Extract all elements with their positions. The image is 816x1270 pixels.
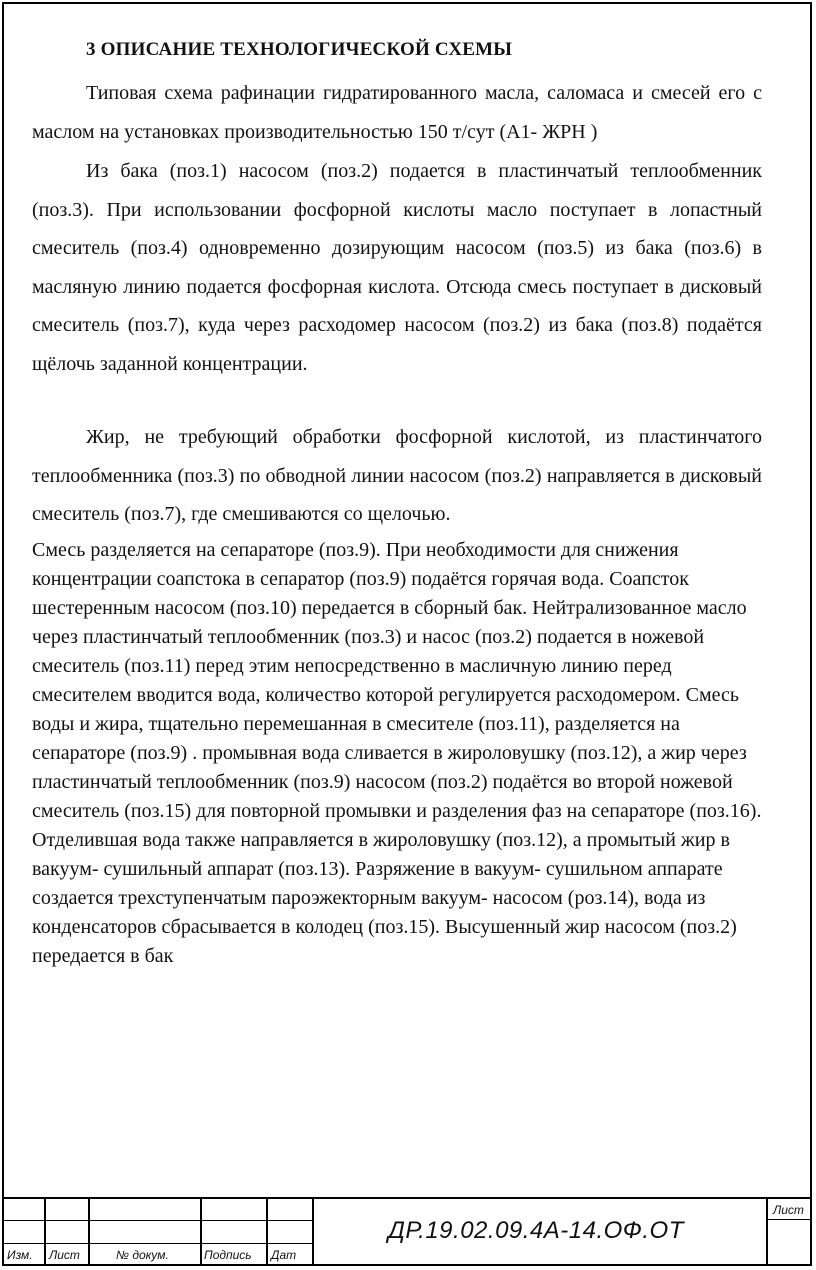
col-line-4 bbox=[266, 1197, 268, 1266]
column-label-change: Изм. bbox=[7, 1248, 33, 1262]
document-code: ДР.19.02.09.4А-14.ОФ.ОТ bbox=[388, 1217, 684, 1244]
paragraph-intro: Типовая схема рафинации гидратированного масла, саломаса и смесей его с маслом на установках производительностью 150 т/сут (А1- ЖРН ) bbox=[32, 82, 762, 143]
paragraph-process: Из бака (поз.1) насосом (поз.2) подается в пластинчатый теплообменник (поз.3). При использовании фосфорной кислоты масло поступает в лопастный смеситель (поз.4) одновременно дозирующим насосом (поз.5) из бака (поз.6) в масляную линию подается фосфорная кислота. Отсюда смесь поступает в дисковый смеситель (поз.7), куда через расходомер насосом (поз.2) из бака (поз.8) подаётся щёлочь заданной концентрации. bbox=[32, 160, 762, 375]
column-label-signature: Подпись bbox=[204, 1248, 252, 1262]
column-label-date: Дат bbox=[271, 1248, 297, 1262]
col-line-5 bbox=[312, 1197, 314, 1266]
title-block-top-line bbox=[2, 1197, 812, 1199]
col-line-6 bbox=[766, 1197, 768, 1266]
sheet-cell-line bbox=[766, 1219, 812, 1220]
paragraph-bypass: Жир, не требующий обработки фосфорной кислотой, из пластинчатого теплообменника (поз.3) по обводной линии насосом (поз.2) направляется в дисковый смеситель (поз.7), где смешиваются со щелочью. bbox=[32, 426, 762, 525]
paragraph-separation: Смесь разделяется на сепараторе (поз.9). При необходимости для снижения концентрации соапстока в сепаратор (поз.9) подаётся горячая вода. Соапсток шестеренным насосом (поз.10) передается в сборный бак. Нейтрализованное масло через пластинчатый теплообменник (поз.3) и насос (поз.2) подается в ножевой смеситель (поз.11) перед этим непосредственно в масличную линию перед смесителем вводится вода, количество которой регулируется расходомером. Смесь воды и жира, тщательно перемешанная в смесителе (поз.11), разделяется на сепараторе (поз.9) . промывная вода сливается в жироловушку (поз.12), а жир через пластинчатый теплообменник (поз.9) насосом (поз.2) подаётся во второй ножевой смеситель (поз.15) для повторной промывки и разделения фаз на сепараторе (поз.16). Отделившая вода также направляется в жироловушку (поз.12), а промытый жир в вакуум- сушильный аппарат (поз.13). Разряжение в вакуум- сушильном аппарате создается трехступенчатым пароэжекторным вакуум- насосом (роз.14), вода из конденсаторов сбрасывается в колодец (поз.15). Высушенный жир насосом (поз.2) передается в бак bbox=[32, 539, 762, 967]
section-heading: 3 ОПИСАНИЕ ТЕХНОЛОГИЧЕСКОЙ СХЕМЫ bbox=[86, 39, 513, 60]
column-label-sheet: Лист bbox=[49, 1248, 80, 1262]
column-label-doc-number: № докум. bbox=[116, 1248, 169, 1262]
col-line-2 bbox=[88, 1197, 90, 1266]
col-line-3 bbox=[200, 1197, 202, 1266]
sheet-label: Лист bbox=[773, 1203, 804, 1217]
col-line-1 bbox=[44, 1197, 46, 1266]
